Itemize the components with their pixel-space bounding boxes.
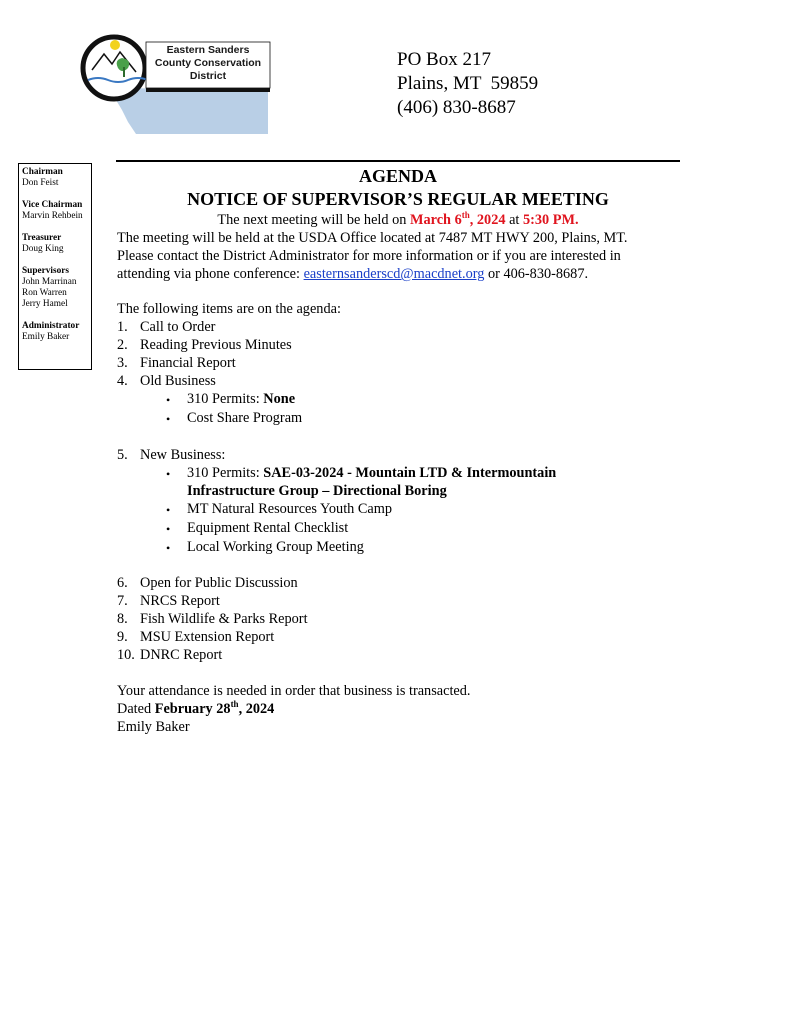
dated-line	[117, 700, 274, 718]
officer-title: Vice Chairman	[22, 200, 83, 210]
bullet-icon: •	[166, 522, 171, 536]
new-business-youth-camp: MT Natural Resources Youth Camp	[187, 501, 393, 517]
meeting-date-main: March 6	[409, 212, 462, 228]
header-divider	[116, 160, 680, 162]
item-number: 3.	[117, 355, 128, 371]
item-number: 1.	[117, 319, 128, 335]
new-business-working-group: Local Working Group Meeting	[187, 539, 364, 555]
next-meeting-mid: at	[505, 212, 523, 228]
permits-value: None	[263, 391, 296, 407]
bullet-icon: •	[166, 467, 171, 481]
officer-name: Doug King	[22, 244, 64, 254]
agenda-item-new-business: New Business:	[140, 447, 226, 463]
officer-title: Administrator	[22, 321, 80, 331]
next-meeting-prefix: The next meeting will be held on	[217, 212, 410, 228]
agenda-item-call-to-order: Call to Order	[140, 319, 216, 335]
agenda-item-dnrc-report: DNRC Report	[140, 647, 223, 663]
dated-year: , 2024	[238, 701, 275, 717]
permit-detail-line-2-wrap	[187, 482, 447, 500]
bullet-icon: •	[166, 393, 171, 407]
intro-line-3-suffix: or 406-830-8687.	[484, 266, 589, 282]
page-subtitle: NOTICE OF SUPERVISOR’S REGULAR MEETING	[187, 189, 609, 209]
officer-group-vice-chairman	[22, 200, 88, 222]
address-block	[397, 48, 538, 120]
item-number: 8.	[117, 611, 128, 627]
old-business-cost-share: Cost Share Program	[187, 410, 303, 426]
officers-sidebar	[18, 163, 92, 370]
address-line-1: PO Box 217	[397, 49, 491, 70]
officer-group-administrator	[22, 321, 88, 343]
agenda-item-fwp-report: Fish Wildlife & Parks Report	[140, 611, 308, 627]
old-business-310-permits	[187, 390, 295, 408]
intro-line-3	[117, 265, 687, 283]
officer-title: Supervisors	[22, 266, 70, 276]
new-business-310-permits	[187, 464, 556, 482]
dated-sup: th	[230, 699, 239, 710]
permits-label: 310 Permits:	[187, 391, 264, 407]
logo-line-1: Eastern Sanders	[166, 44, 250, 56]
address-line-3: (406) 830-8687	[397, 97, 516, 118]
officer-title: Chairman	[22, 167, 63, 177]
signer-name: Emily Baker	[117, 719, 190, 735]
logo-line-2: County Conservation	[154, 57, 262, 69]
agenda-item-msu-report: MSU Extension Report	[140, 629, 275, 645]
new-business-equipment-checklist: Equipment Rental Checklist	[187, 520, 349, 536]
bullet-icon: •	[166, 503, 171, 517]
officer-name: Jerry Hamel	[22, 299, 68, 309]
logo-line-3: District	[189, 70, 227, 82]
dated-main: February 28	[154, 701, 231, 717]
contact-email-link[interactable]: easternsanderscd@macdnet.org	[303, 266, 485, 282]
montana-shape-icon	[116, 88, 268, 134]
intro-line-2: Please contact the District Administrator for more information or if you are interested in	[117, 248, 621, 264]
meeting-date	[410, 212, 506, 228]
dated-value	[155, 701, 275, 717]
officer-group-supervisors	[22, 266, 88, 310]
agenda-item-old-business: Old Business	[140, 373, 216, 389]
meeting-time: 5:30 PM.	[522, 212, 579, 228]
bullet-icon: •	[166, 541, 171, 555]
item-number: 9.	[117, 629, 128, 645]
page-title: AGENDA	[358, 166, 437, 186]
bullet-icon: •	[166, 412, 171, 426]
address-line-2: Plains, MT 59859	[397, 73, 539, 94]
item-number: 2.	[117, 337, 128, 353]
intro-line-3-prefix: attending via phone conference:	[117, 266, 304, 282]
officer-name: Ron Warren	[22, 288, 67, 298]
permit-detail-line-1: SAE-03-2024 - Mountain LTD & Intermountain	[263, 465, 557, 481]
dated-label: Dated	[117, 701, 155, 717]
officer-group-chairman	[22, 167, 88, 189]
officer-name: Emily Baker	[22, 332, 70, 342]
agenda-item-financial-report: Financial Report	[140, 355, 236, 371]
agenda-item-public-discussion: Open for Public Discussion	[140, 575, 298, 591]
item-number: 7.	[117, 593, 128, 609]
meeting-date-sup: th	[461, 210, 470, 221]
next-meeting-line	[116, 211, 680, 229]
agenda-intro: The following items are on the agenda:	[117, 301, 341, 317]
officer-name: Don Feist	[22, 178, 59, 188]
item-number: 4.	[117, 373, 128, 389]
agenda-item-nrcs-report: NRCS Report	[140, 593, 220, 609]
officer-title: Treasurer	[22, 233, 62, 243]
item-number: 6.	[117, 575, 128, 591]
intro-line-1: The meeting will be held at the USDA Office located at 7487 MT HWY 200, Plains, MT.	[117, 230, 628, 246]
permit-detail-line-2: Infrastructure Group – Directional Boring	[187, 483, 447, 499]
officer-group-treasurer	[22, 233, 88, 255]
sun-icon	[110, 40, 120, 50]
officer-name: Marvin Rehbein	[22, 211, 83, 221]
item-number: 10.	[117, 647, 135, 663]
permits-label: 310 Permits:	[187, 465, 264, 481]
meeting-date-year: , 2024	[469, 212, 506, 228]
officer-name: John Marrinan	[22, 277, 77, 287]
attendance-note: Your attendance is needed in order that business is transacted.	[117, 683, 471, 699]
agenda-item-previous-minutes: Reading Previous Minutes	[140, 337, 292, 353]
meeting-intro	[117, 229, 687, 283]
district-logo	[78, 30, 273, 135]
item-number: 5.	[117, 447, 128, 463]
